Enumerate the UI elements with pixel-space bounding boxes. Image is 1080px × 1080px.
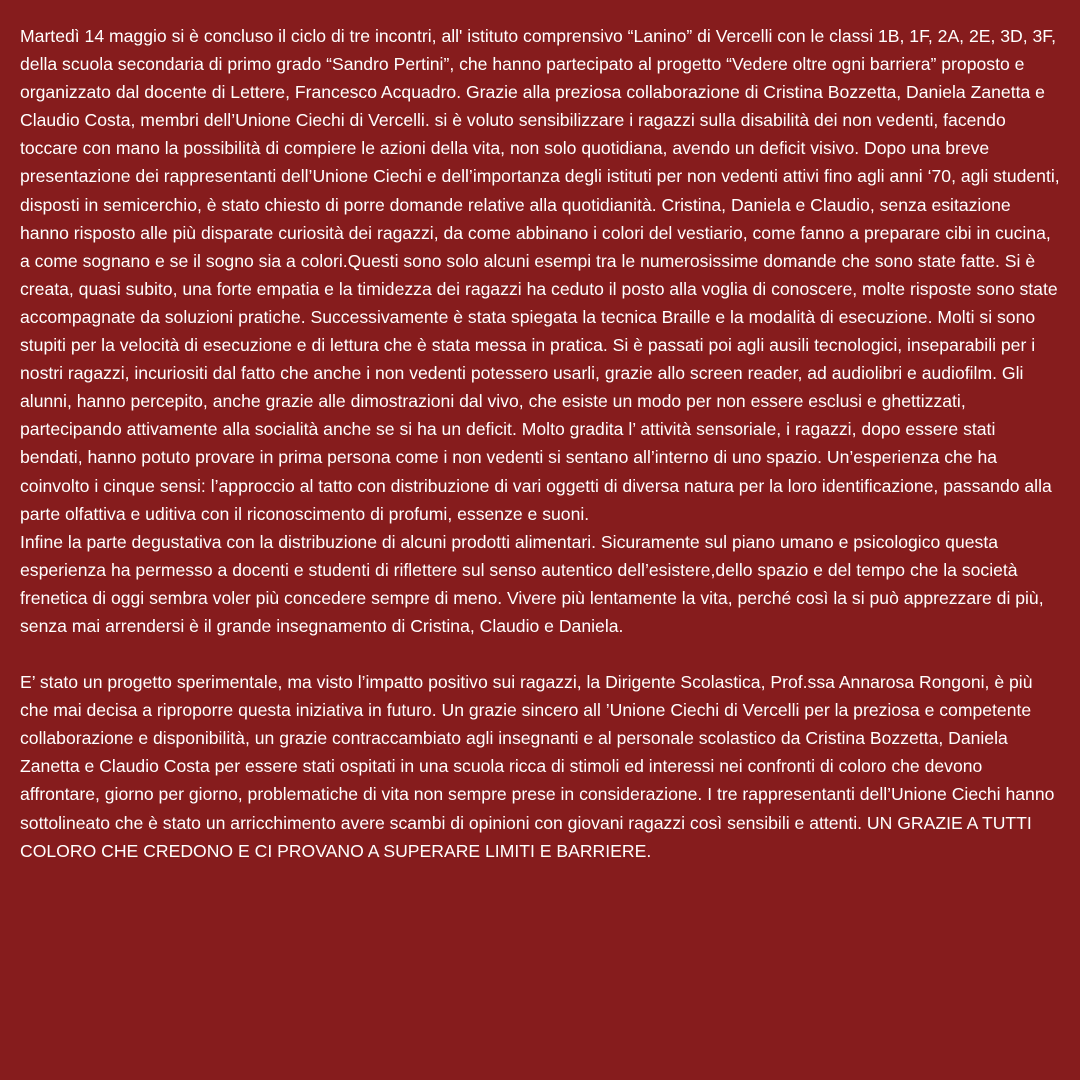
article-paragraph-1: Martedì 14 maggio si è concluso il ciclo di tre incontri, all' istituto comprensivo “Lanino” di Vercelli con le classi 1B, 1F, 2A, 2E, 3D, 3F, della scuola secondaria di primo grado “Sandro Pertini”, che hanno partecipato al progetto “Vedere oltre ogni barriera” proposto e organizzato dal docente di Lettere, Francesco Acquadro. Grazie alla preziosa collaborazione di Cristina Bozzetta, Daniela Zanetta e Claudio Costa, membri dell’Unione Ciechi di Vercelli. si è voluto sensibilizzare i ragazzi sulla disabilità dei non vedenti, facendo toccare con mano la possibilità di compiere le azioni della vita, non solo quotidiana, avendo un deficit visivo. Dopo una breve presentazione dei rappresentanti dell’Unione Ciechi e dell’importanza degli istituti per non vedenti attivi fino agli anni ‘70, agli studenti, disposti in semicerchio, è stato chiesto di porre domande relative alla quotidianità. Cristina, Daniela e Claudio, senza esitazione hanno risposto alle più disparate curiosità dei ragazzi, da come abbinano i colori del vestiario, come fanno a preparare cibi in cucina, a come sognano e se il sogno sia a colori.Questi sono solo alcuni esempi tra le numerosissime domande che sono state fatte. Si è creata, quasi subito, una forte empatia e la timidezza dei ragazzi ha ceduto il posto alla voglia di conoscere, molte risposte sono state accompagnate da soluzioni pratiche. Successivamente è stata spiegata la tecnica Braille e la modalità di esecuzione. Molti si sono stupiti per la velocità di esecuzione e di lettura che è stata messa in pratica. Si è passati poi agli ausili tecnologici, inseparabili per i nostri ragazzi, incuriositi dal fatto che anche i non vedenti potessero usarli, grazie allo screen reader, ad audiolibri e audiofilm. Gli alunni, hanno percepito, anche grazie alle dimostrazioni dal vivo, che esiste un modo per non essere esclusi e ghettizzati, partecipando attivamente alla socialità anche se si ha un deficit. Molto gradita l’ attività sensoriale, i ragazzi, dopo essere stati bendati, hanno potuto provare in prima persona come i non vedenti si sentano all’interno di uno spazio. Un’esperienza che ha coinvolto i cinque sensi: l’approccio al tatto con distribuzione di vari oggetti di diversa natura per la loro identificazione, passando alla parte olfattiva e uditiva con il riconoscimento di profumi, essenze e suoni. Infine la parte degustativa con la distribuzione di alcuni prodotti alimentari. Sicuramente sul piano umano e psicologico questa esperienza ha permesso a docenti e studenti di riflettere sul senso autentico dell’esistere,dello spazio e del tempo che la società frenetica di oggi sembra voler più concedere sempre di meno. Vivere più lentamente la vita, perché così la si può apprezzare di più, senza mai arrendersi è il grande insegnamento di Cristina, Claudio e Daniela. xyxy=(20,26,1060,636)
article-paragraph-2: E’ stato un progetto sperimentale, ma visto l’impatto positivo sui ragazzi, la Dirigente Scolastica, Prof.ssa Annarosa Rongoni, è più che mai decisa a riproporre questa iniziativa in futuro. Un grazie sincero all ’Unione Ciechi di Vercelli per la preziosa e competente collaborazione e disponibilità, un grazie contraccambiato agli insegnanti e al personale scolastico da Cristina Bozzetta, Daniela Zanetta e Claudio Costa per essere stati ospitati in una scuola ricca di stimoli ed interessi nei confronti di coloro che devono affrontare, giorno per giorno, problematiche di vita non sempre prese in considerazione. I tre rappresentanti dell’Unione Ciechi hanno sottolineato che è stato un arricchimento avere scambi di opinioni con giovani ragazzi così sensibili e attenti. UN GRAZIE A TUTTI COLORO CHE CREDONO E CI PROVANO A SUPERARE LIMITI E BARRIERE. xyxy=(20,672,1055,861)
